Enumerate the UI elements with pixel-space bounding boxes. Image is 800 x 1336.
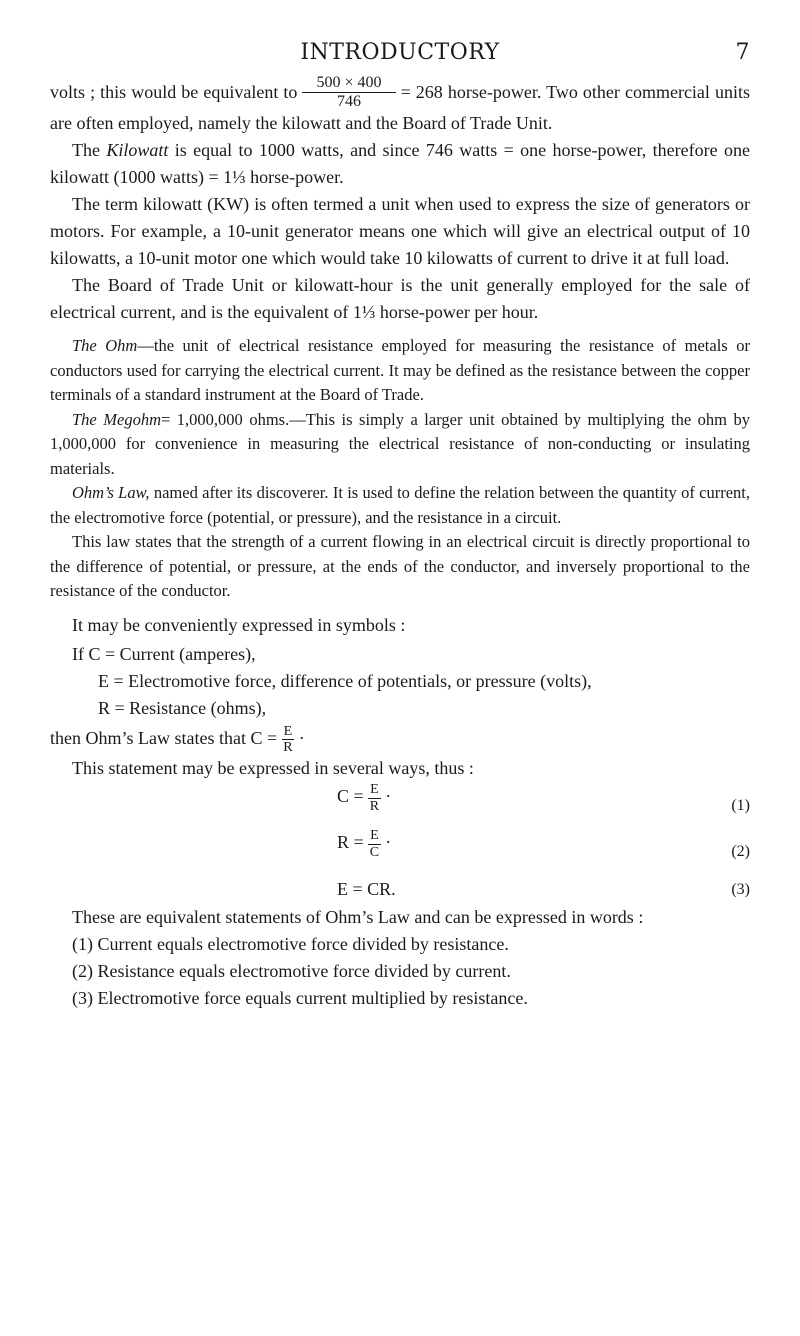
ohms-law-statement xyxy=(50,724,750,756)
equation-number: (1) xyxy=(731,797,750,815)
fraction-horsepower xyxy=(302,74,395,110)
fraction-e-over-c xyxy=(368,828,381,860)
paragraph-horsepower xyxy=(50,74,750,137)
running-header xyxy=(50,30,750,70)
paragraph-text: The xyxy=(72,140,107,161)
page-number: 7 xyxy=(735,40,750,65)
paragraph-law-statement: This law states that the strength of a current flowing in an electrical circuit is directly proportional to the difference of potential, or pressure, at the ends of the conductor, and inversely proportional to the resistance of the conductor. xyxy=(50,532,750,601)
fraction-denominator: 746 xyxy=(337,92,361,110)
equation-expression xyxy=(337,782,391,814)
symbol-emf: E = Electromotive force, difference of potentials, or pressure (volts), xyxy=(98,670,592,691)
paragraph-text: —the unit of electrical resistance employed for measuring the resistance of metals or conductors used for carrying the electrical current. It may be defined as the resistance between the copper terminals of a standard instrument at the Board of Trade. xyxy=(50,336,750,405)
fraction-denominator: R xyxy=(369,798,380,814)
equation-lhs: C = xyxy=(337,786,369,807)
symbol-resistance: R = Resistance (ohms), xyxy=(98,697,267,718)
page-body xyxy=(50,74,751,1012)
paragraph-text: named after its discoverer. It is used to define the relation between the quantity of current, the electromotive force (potential, or pressure), and the resistance in a circuit. xyxy=(50,483,751,527)
word-statement-1: (1) Current equals electromotive force divided by resistance. xyxy=(72,934,509,955)
equation-dot: · xyxy=(380,786,392,807)
equation-number: (2) xyxy=(731,843,750,861)
paragraph-kilowatt-unit: The term kilowatt (KW) is often termed a unit when used to express the size of generators or motors. For example, a 10-unit generator means one which will give an electrical output of 10 kilowatts, a 10-unit motor one which would take 10 kilowatts of current to drive it at full load. xyxy=(50,194,750,269)
equation-expression: E = CR. xyxy=(337,879,396,900)
fraction-e-over-r xyxy=(368,782,381,814)
word-statement-2: (2) Resistance equals electromotive force divided by current. xyxy=(72,961,511,982)
fraction-denominator: C xyxy=(369,844,380,860)
equation-number: (3) xyxy=(731,881,750,899)
paragraph-text: then Ohm’s Law states that C = xyxy=(50,727,282,748)
paragraph-megohm xyxy=(50,408,750,482)
term-ohms-law: Ohm’s Law, xyxy=(72,483,150,503)
equation-2 xyxy=(50,828,750,874)
fraction-numerator: E xyxy=(370,782,379,798)
equation-dot: · xyxy=(380,832,392,853)
word-statement-3: (3) Electromotive force equals current multiplied by resistance. xyxy=(72,988,528,1009)
term-megohm: The Megohm xyxy=(72,409,161,429)
several-ways: This statement may be expressed in several ways, thus : xyxy=(72,758,474,779)
paragraph-board-of-trade: The Board of Trade Unit or kilowatt-hour is the unit generally employed for the sale of electrical current, and is the equivalent of 1⅓ horse-power per hour. xyxy=(50,275,750,323)
paragraph-text: = 268 horse-power. Two other commercial units are often employed, namely the kilowatt and the Board of Trade Unit. xyxy=(50,82,750,134)
fraction-denominator: R xyxy=(283,740,293,756)
fraction-numerator: 500 × 400 xyxy=(302,74,395,93)
equation-expression xyxy=(337,828,391,860)
paragraph-ohms-law xyxy=(50,481,750,530)
equation-lhs: R = xyxy=(337,832,369,853)
equation-3 xyxy=(50,874,750,904)
fraction-e-over-r xyxy=(282,724,295,756)
term-ohm: The Ohm xyxy=(72,336,138,356)
equation-1 xyxy=(50,782,750,828)
paragraph-text: · xyxy=(294,727,305,748)
paragraph-text: = 1,000,000 ohms.—This is simply a larger unit obtained by multiplying the ohm by 1,000,000 for convenience in measuring the electrical resistance of non-conducting or insulating materials. xyxy=(50,409,750,478)
paragraph-equivalent: These are equivalent statements of Ohm’s Law and can be expressed in words : xyxy=(72,907,644,928)
fraction-numerator: E xyxy=(283,723,293,739)
paragraph-text: volts ; this would be equivalent to xyxy=(50,82,303,103)
term-kilowatt: Kilowatt xyxy=(106,140,169,161)
paragraph-kilowatt xyxy=(50,137,750,191)
symbol-current: If C = Current (amperes), xyxy=(72,643,256,664)
paragraph-ohm xyxy=(50,334,750,408)
fraction-numerator: E xyxy=(370,828,379,844)
chapter-title: INTRODUCTORY xyxy=(300,40,500,65)
symbols-intro: It may be conveniently expressed in symbols : xyxy=(72,614,406,635)
paragraph-text: is equal to 1000 watts, and since 746 watts = one horse-power, therefore one kilowatt (1000 watts) = 1⅓ horse-power. xyxy=(50,140,751,188)
